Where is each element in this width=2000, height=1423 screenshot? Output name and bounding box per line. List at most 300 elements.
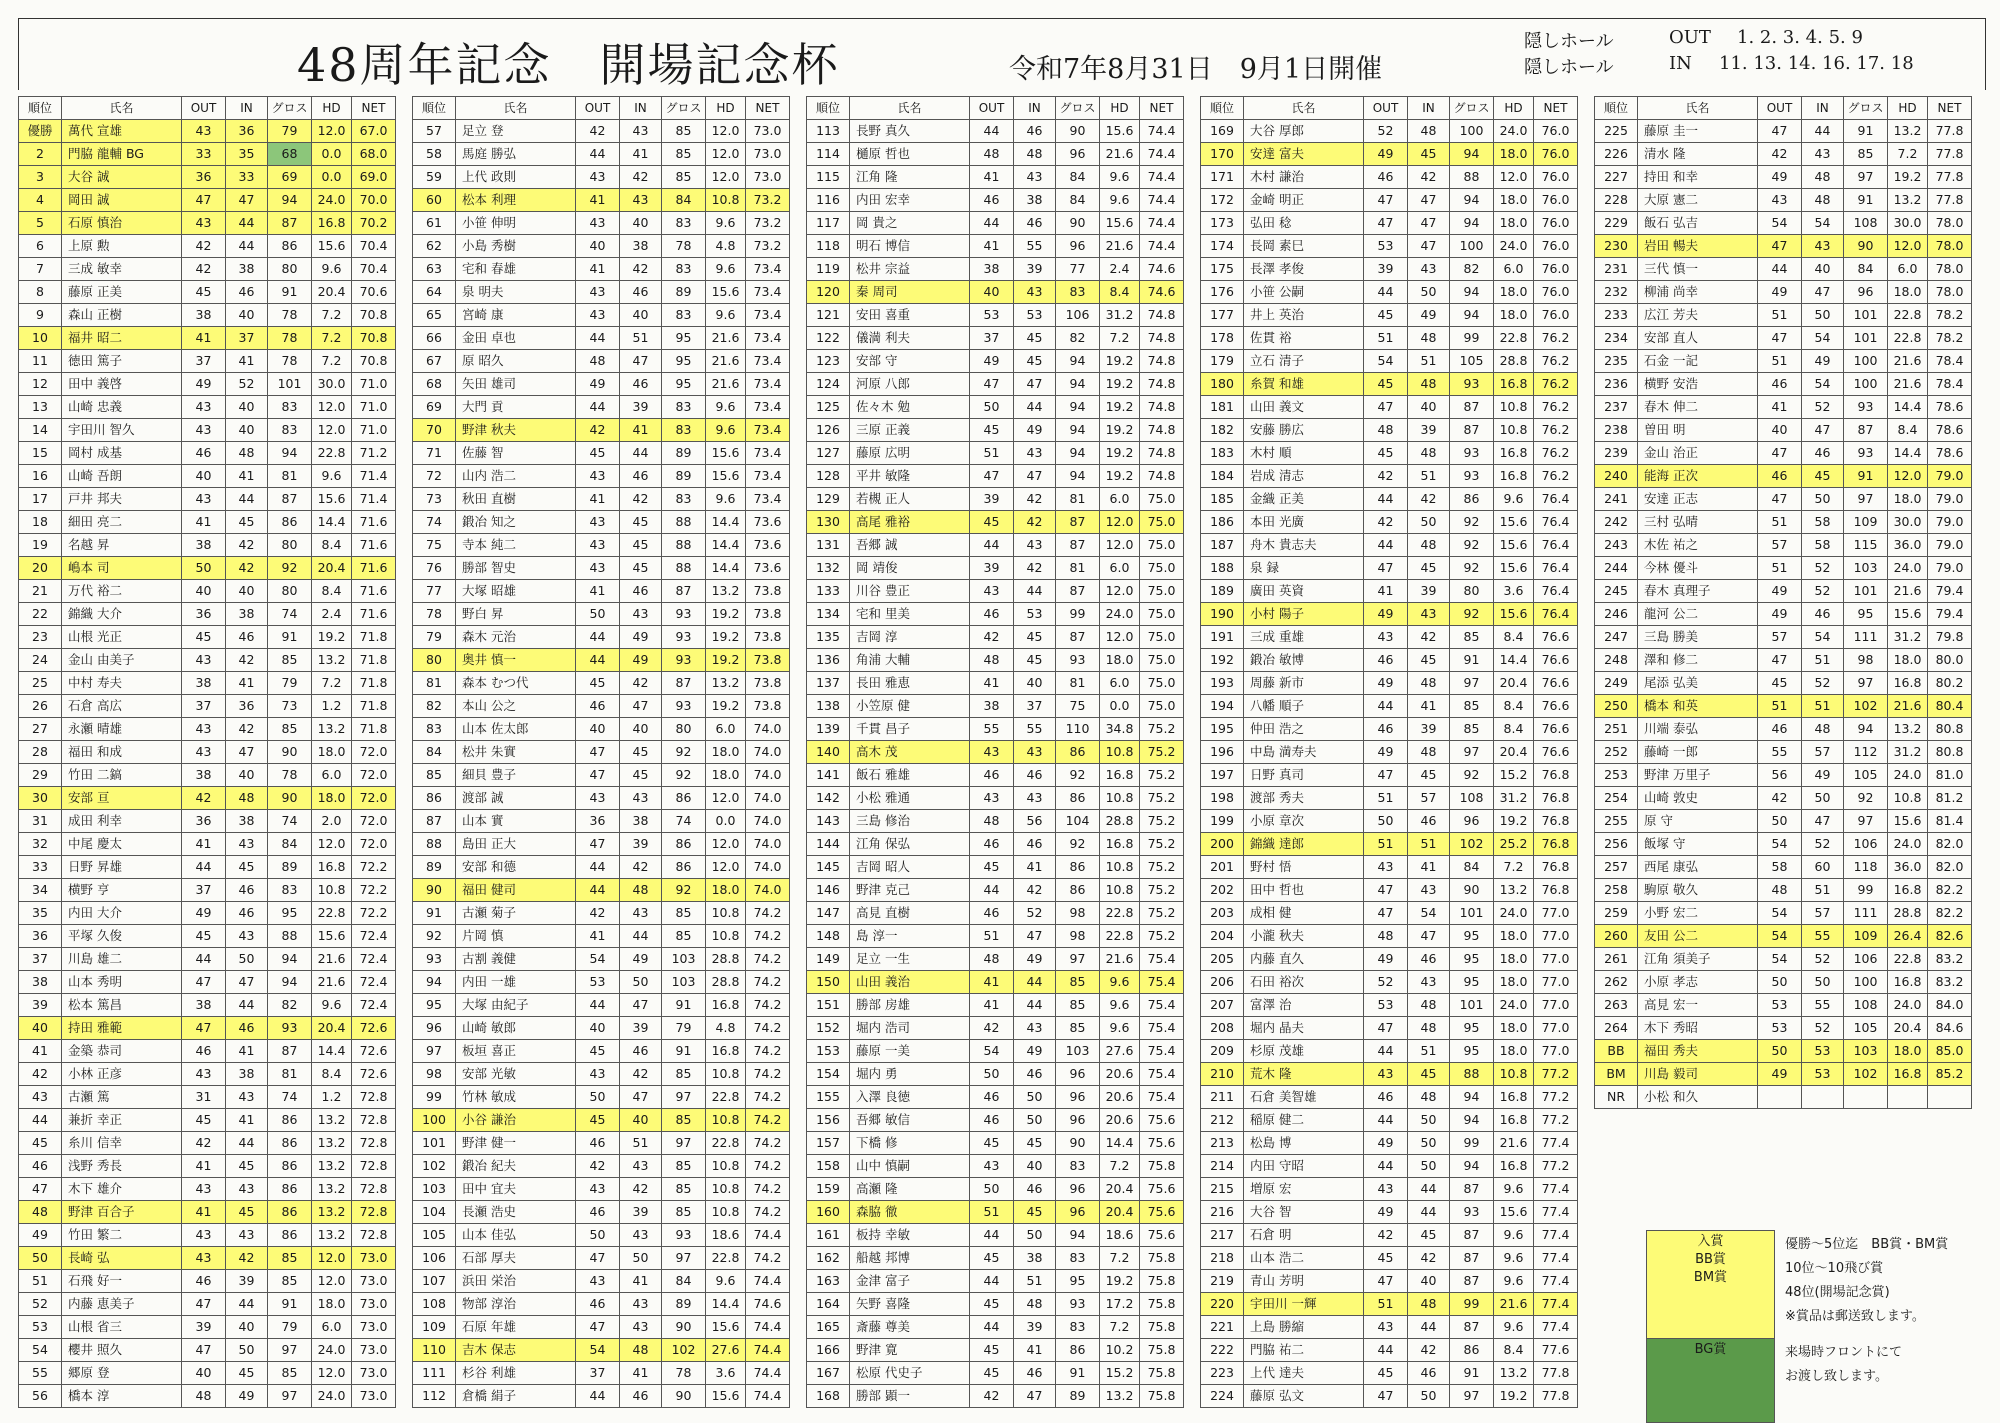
out-cell: 43: [182, 741, 226, 764]
gross-cell: 85: [662, 166, 706, 189]
gross-cell: 94: [1450, 304, 1494, 327]
in-cell: 49: [1014, 419, 1056, 442]
in-cell: 43: [620, 1293, 662, 1316]
bg-line: お渡し致します。: [1785, 1368, 1888, 1384]
out-cell: 41: [182, 1201, 226, 1224]
gross-cell: 98: [1844, 649, 1888, 672]
hd-cell: 12.0: [1100, 534, 1140, 557]
gross-cell: 97: [1844, 166, 1888, 189]
table-row: [807, 741, 1184, 764]
in-cell: 46: [226, 902, 268, 925]
gross-cell: 92: [1450, 557, 1494, 580]
name-cell: 宇田川 智久: [62, 419, 182, 442]
hd-cell: 9.6: [1100, 1017, 1140, 1040]
out-cell: 44: [576, 856, 620, 879]
out-cell: 40: [970, 281, 1014, 304]
in-cell: 47: [1802, 419, 1844, 442]
in-cell: 47: [1408, 925, 1450, 948]
out-cell: 53: [1364, 235, 1408, 258]
gross-cell: 94: [1450, 212, 1494, 235]
name-cell: 竹田 二鎬: [62, 764, 182, 787]
table-row: [1201, 1316, 1578, 1339]
name-cell: 青山 芳明: [1244, 1270, 1364, 1293]
table-row: [413, 327, 790, 350]
hd-cell: 9.6: [1100, 971, 1140, 994]
gross-cell: 92: [1450, 511, 1494, 534]
table-row: [19, 557, 396, 580]
gross-cell: 90: [1450, 879, 1494, 902]
rank-cell: 152: [807, 1017, 850, 1040]
gross-cell: 83: [662, 419, 706, 442]
rank-cell: 244: [1595, 557, 1638, 580]
net-cell: 79.8: [1928, 626, 1972, 649]
hd-cell: 21.6: [1888, 350, 1928, 373]
table-row: [1595, 327, 1972, 350]
name-cell: 入澤 良徳: [850, 1086, 970, 1109]
name-cell: 金山 由美子: [62, 649, 182, 672]
table-row: [413, 1017, 790, 1040]
in-cell: 50: [226, 948, 268, 971]
gross-cell: 92: [1450, 603, 1494, 626]
column-header: 氏名: [62, 97, 182, 120]
rank-cell: 173: [1201, 212, 1244, 235]
out-cell: 47: [1758, 649, 1802, 672]
rank-cell: 14: [19, 419, 62, 442]
name-cell: 能海 正次: [1638, 465, 1758, 488]
in-cell: 48: [1802, 189, 1844, 212]
gross-cell: 100: [1450, 235, 1494, 258]
rank-cell: 179: [1201, 350, 1244, 373]
out-cell: 46: [576, 1201, 620, 1224]
hd-cell: 14.4: [706, 511, 746, 534]
hd-cell: 34.8: [1100, 718, 1140, 741]
hd-cell: 20.4: [1100, 1178, 1140, 1201]
table-row: [19, 120, 396, 143]
in-cell: 40: [226, 396, 268, 419]
column-header: HD: [1100, 97, 1140, 120]
rank-cell: 92: [413, 925, 456, 948]
out-cell: 49: [1364, 948, 1408, 971]
table-row: [19, 649, 396, 672]
gross-cell: 93: [662, 626, 706, 649]
rank-cell: 264: [1595, 1017, 1638, 1040]
column-header: グロス: [268, 97, 312, 120]
rank-cell: 188: [1201, 557, 1244, 580]
gross-cell: 90: [1056, 212, 1100, 235]
rank-cell: 158: [807, 1155, 850, 1178]
hd-cell: 20.6: [1100, 1086, 1140, 1109]
hd-cell: 22.8: [706, 1086, 746, 1109]
table-row: [19, 1017, 396, 1040]
net-cell: 75.8: [1140, 1316, 1184, 1339]
out-cell: 42: [1364, 465, 1408, 488]
in-cell: 42: [620, 166, 662, 189]
net-cell: 75.0: [1140, 488, 1184, 511]
net-cell: 73.0: [352, 1293, 396, 1316]
rank-cell: 130: [807, 511, 850, 534]
table-row: [807, 856, 1184, 879]
name-cell: 飯石 弘吉: [1638, 212, 1758, 235]
rank-cell: 212: [1201, 1109, 1244, 1132]
rank-cell: 12: [19, 373, 62, 396]
table-row: [807, 235, 1184, 258]
rank-cell: 204: [1201, 925, 1244, 948]
out-cell: 47: [1364, 189, 1408, 212]
in-cell: 44: [226, 235, 268, 258]
gross-cell: 91: [268, 626, 312, 649]
gross-cell: 96: [1056, 1063, 1100, 1086]
in-cell: 55: [1802, 925, 1844, 948]
gross-cell: 106: [1844, 948, 1888, 971]
out-cell: 48: [970, 810, 1014, 833]
hd-cell: 8.4: [1494, 718, 1534, 741]
net-cell: 72.8: [352, 1224, 396, 1247]
hd-cell: 18.0: [1888, 281, 1928, 304]
name-cell: 中尾 慶太: [62, 833, 182, 856]
header-row: [807, 97, 1184, 120]
rank-cell: 3: [19, 166, 62, 189]
net-cell: 78.2: [1928, 304, 1972, 327]
rank-cell: BB: [1595, 1040, 1638, 1063]
net-cell: 74.0: [746, 764, 790, 787]
in-cell: 50: [1014, 1086, 1056, 1109]
rank-cell: 176: [1201, 281, 1244, 304]
out-cell: 43: [182, 419, 226, 442]
in-cell: 48: [1408, 1086, 1450, 1109]
out-cell: 42: [576, 1155, 620, 1178]
out-cell: 48: [1364, 925, 1408, 948]
in-cell: 46: [1014, 1362, 1056, 1385]
hd-cell: 0.0: [312, 166, 352, 189]
rank-cell: 227: [1595, 166, 1638, 189]
in-cell: 46: [620, 373, 662, 396]
gross-cell: 78: [268, 304, 312, 327]
out-cell: 53: [970, 304, 1014, 327]
net-cell: 76.4: [1534, 488, 1578, 511]
gross-cell: 93: [662, 695, 706, 718]
name-cell: 小野 宏二: [1638, 902, 1758, 925]
table-row: [807, 672, 1184, 695]
rank-cell: 172: [1201, 189, 1244, 212]
column-header: OUT: [970, 97, 1014, 120]
rank-cell: 66: [413, 327, 456, 350]
net-cell: 72.6: [352, 1017, 396, 1040]
net-cell: 72.4: [352, 925, 396, 948]
name-cell: 石倉 美智雄: [1244, 1086, 1364, 1109]
net-cell: 77.4: [1534, 1201, 1578, 1224]
rank-cell: 88: [413, 833, 456, 856]
net-cell: 73.4: [746, 419, 790, 442]
name-cell: 横野 安浩: [1638, 373, 1758, 396]
hd-cell: 16.8: [1888, 672, 1928, 695]
gross-cell: 98: [1056, 902, 1100, 925]
table-row: [1595, 603, 1972, 626]
table-row: [19, 948, 396, 971]
net-cell: 71.6: [352, 511, 396, 534]
net-cell: 73.4: [746, 488, 790, 511]
table-row: [1201, 488, 1578, 511]
rank-cell: BM: [1595, 1063, 1638, 1086]
hd-cell: 10.8: [1494, 1063, 1534, 1086]
bg-prize-cell: [1647, 1339, 1775, 1423]
in-cell: 47: [1802, 281, 1844, 304]
name-cell: 糸川 信幸: [62, 1132, 182, 1155]
hd-cell: 19.2: [1100, 396, 1140, 419]
prize-label: 入賞: [1697, 1234, 1724, 1249]
hd-cell: 13.2: [1888, 189, 1928, 212]
net-cell: 75.0: [1140, 580, 1184, 603]
in-cell: 46: [1802, 603, 1844, 626]
out-cell: 47: [576, 1247, 620, 1270]
net-cell: 75.8: [1140, 1155, 1184, 1178]
out-cell: 43: [576, 304, 620, 327]
in-cell: 49: [620, 649, 662, 672]
net-cell: 78.0: [1928, 235, 1972, 258]
out-cell: 48: [182, 1385, 226, 1408]
table-row: [807, 189, 1184, 212]
net-cell: 73.8: [746, 626, 790, 649]
net-cell: 74.2: [746, 1178, 790, 1201]
hd-cell: 15.6: [312, 488, 352, 511]
hd-cell: 19.2: [1100, 419, 1140, 442]
hd-cell: 12.0: [706, 833, 746, 856]
net-cell: 77.8: [1534, 1362, 1578, 1385]
table-row: [1201, 695, 1578, 718]
hd-cell: 15.6: [706, 281, 746, 304]
out-cell: 42: [182, 1132, 226, 1155]
name-cell: 馬庭 勝弘: [456, 143, 576, 166]
out-cell: 51: [970, 925, 1014, 948]
out-cell: 41: [970, 971, 1014, 994]
name-cell: 明石 博信: [850, 235, 970, 258]
rank-cell: 250: [1595, 695, 1638, 718]
gross-cell: 94: [1450, 1109, 1494, 1132]
in-cell: 45: [620, 534, 662, 557]
table-row: [807, 258, 1184, 281]
out-cell: 48: [970, 948, 1014, 971]
net-cell: 75.2: [1140, 787, 1184, 810]
hd-cell: 22.8: [1888, 304, 1928, 327]
table-row: [413, 120, 790, 143]
gross-cell: 97: [662, 1247, 706, 1270]
in-cell: 45: [1014, 1201, 1056, 1224]
column-header: 氏名: [1638, 97, 1758, 120]
hd-cell: 0.0: [706, 810, 746, 833]
out-cell: 40: [576, 718, 620, 741]
gross-cell: 83: [662, 488, 706, 511]
net-cell: 83.2: [1928, 971, 1972, 994]
hd-cell: 22.8: [1100, 902, 1140, 925]
table-row: [1201, 764, 1578, 787]
in-cell: 47: [1014, 925, 1056, 948]
hd-cell: 15.6: [1888, 810, 1928, 833]
table-row: [413, 1362, 790, 1385]
table-row: [413, 534, 790, 557]
rank-cell: 238: [1595, 419, 1638, 442]
gross-cell: 96: [1056, 143, 1100, 166]
hd-cell: 15.2: [1100, 1362, 1140, 1385]
out-cell: 54: [1758, 948, 1802, 971]
in-cell: 50: [226, 1339, 268, 1362]
in-cell: 43: [620, 1155, 662, 1178]
table-row: [413, 304, 790, 327]
net-cell: 78.4: [1928, 350, 1972, 373]
hd-cell: 6.0: [312, 1316, 352, 1339]
hd-cell: 18.0: [1888, 649, 1928, 672]
hd-cell: 10.8: [706, 1178, 746, 1201]
gross-cell: 86: [268, 1155, 312, 1178]
table-row: [1201, 580, 1578, 603]
net-cell: 83.2: [1928, 948, 1972, 971]
name-cell: 片岡 慎: [456, 925, 576, 948]
table-row: [1201, 1362, 1578, 1385]
table-row: [19, 258, 396, 281]
prize-line: 優勝～5位迄 BB賞・BM賞: [1785, 1236, 1949, 1252]
net-cell: 80.4: [1928, 695, 1972, 718]
table-row: [1595, 810, 1972, 833]
gross-cell: 95: [1450, 948, 1494, 971]
in-cell: 40: [226, 1316, 268, 1339]
in-cell: 43: [620, 902, 662, 925]
gross-cell: 94: [268, 189, 312, 212]
name-cell: 足立 一生: [850, 948, 970, 971]
in-cell: 55: [1802, 994, 1844, 1017]
table-row: [19, 1270, 396, 1293]
rank-cell: 185: [1201, 488, 1244, 511]
gross-cell: 94: [268, 948, 312, 971]
table-row: [19, 1385, 396, 1408]
net-cell: 75.4: [1140, 971, 1184, 994]
rank-cell: 201: [1201, 856, 1244, 879]
gross-cell: 103: [1056, 1040, 1100, 1063]
table-row: [1201, 856, 1578, 879]
table-row: [19, 695, 396, 718]
gross-cell: 83: [1056, 1316, 1100, 1339]
hd-cell: 1.2: [312, 695, 352, 718]
rank-cell: 230: [1595, 235, 1638, 258]
name-cell: 船越 邦博: [850, 1247, 970, 1270]
table-row: [807, 1109, 1184, 1132]
name-cell: 山本 浩二: [1244, 1247, 1364, 1270]
out-cell: 54: [1758, 925, 1802, 948]
name-cell: 石田 裕次: [1244, 971, 1364, 994]
rank-cell: 168: [807, 1385, 850, 1408]
out-cell: 45: [1364, 304, 1408, 327]
name-cell: 矢野 喜隆: [850, 1293, 970, 1316]
hd-cell: 13.2: [1888, 718, 1928, 741]
out-cell: 46: [182, 1040, 226, 1063]
in-cell: 46: [226, 281, 268, 304]
gross-cell: 96: [1056, 1178, 1100, 1201]
table-row: [413, 511, 790, 534]
hd-cell: 24.0: [1494, 902, 1534, 925]
in-cell: 42: [226, 534, 268, 557]
gross-cell: 104: [1056, 810, 1100, 833]
in-cell: 52: [1802, 833, 1844, 856]
hd-cell: 13.2: [312, 1178, 352, 1201]
rank-cell: 22: [19, 603, 62, 626]
gross-cell: 93: [662, 1224, 706, 1247]
name-cell: 森脇 徹: [850, 1201, 970, 1224]
net-cell: 73.0: [746, 120, 790, 143]
name-cell: 岡 靖俊: [850, 557, 970, 580]
gross-cell: 87: [268, 1040, 312, 1063]
out-cell: 44: [970, 212, 1014, 235]
name-cell: 富澤 治: [1244, 994, 1364, 1017]
rank-cell: 153: [807, 1040, 850, 1063]
in-cell: 53: [1802, 1040, 1844, 1063]
out-cell: [1758, 1086, 1802, 1109]
table-row: [807, 396, 1184, 419]
table-row: [807, 1362, 1184, 1385]
rank-cell: 178: [1201, 327, 1244, 350]
in-cell: 45: [1408, 557, 1450, 580]
hd-cell: 28.8: [706, 948, 746, 971]
in-cell: 51: [1014, 1270, 1056, 1293]
rank-cell: 167: [807, 1362, 850, 1385]
in-cell: 49: [1014, 1040, 1056, 1063]
gross-cell: 91: [1450, 649, 1494, 672]
name-cell: 堀内 勇: [850, 1063, 970, 1086]
in-cell: 38: [1014, 189, 1056, 212]
net-cell: 74.4: [746, 1224, 790, 1247]
rank-cell: 72: [413, 465, 456, 488]
net-cell: 74.8: [1140, 465, 1184, 488]
table-row: [19, 488, 396, 511]
hd-cell: 16.8: [312, 212, 352, 235]
gross-cell: 85: [268, 1270, 312, 1293]
out-cell: 46: [970, 1109, 1014, 1132]
name-cell: 福田 健司: [456, 879, 576, 902]
net-cell: 74.2: [746, 948, 790, 971]
net-cell: 73.4: [746, 304, 790, 327]
rank-cell: 4: [19, 189, 62, 212]
rank-cell: 19: [19, 534, 62, 557]
rank-cell: 32: [19, 833, 62, 856]
hd-cell: 18.0: [312, 787, 352, 810]
prize-label: BM賞: [1693, 1270, 1728, 1285]
table-row: [1201, 718, 1578, 741]
gross-cell: 82: [1056, 327, 1100, 350]
out-cell: 51: [1758, 350, 1802, 373]
rank-cell: 49: [19, 1224, 62, 1247]
out-cell: 43: [1364, 856, 1408, 879]
name-cell: 荒木 隆: [1244, 1063, 1364, 1086]
gross-cell: 94: [1450, 1155, 1494, 1178]
in-cell: 39: [1408, 419, 1450, 442]
in-cell: 42: [1014, 879, 1056, 902]
out-cell: 51: [1364, 787, 1408, 810]
net-cell: 74.0: [746, 856, 790, 879]
net-cell: 77.4: [1534, 1178, 1578, 1201]
gross-cell: 85: [662, 120, 706, 143]
net-cell: 75.0: [1140, 626, 1184, 649]
net-cell: 71.4: [352, 488, 396, 511]
gross-cell: 78: [268, 764, 312, 787]
out-cell: 44: [1364, 281, 1408, 304]
hd-cell: 10.8: [706, 1109, 746, 1132]
hd-cell: 9.6: [312, 465, 352, 488]
hd-cell: 0.0: [1100, 695, 1140, 718]
in-cell: 47: [1408, 212, 1450, 235]
hd-cell: 1.2: [312, 1086, 352, 1109]
name-cell: 佐藤 智: [456, 442, 576, 465]
name-cell: 長岡 素巳: [1244, 235, 1364, 258]
hd-cell: 10.8: [1100, 856, 1140, 879]
rank-cell: 253: [1595, 764, 1638, 787]
net-cell: 76.4: [1534, 511, 1578, 534]
rank-cell: 174: [1201, 235, 1244, 258]
